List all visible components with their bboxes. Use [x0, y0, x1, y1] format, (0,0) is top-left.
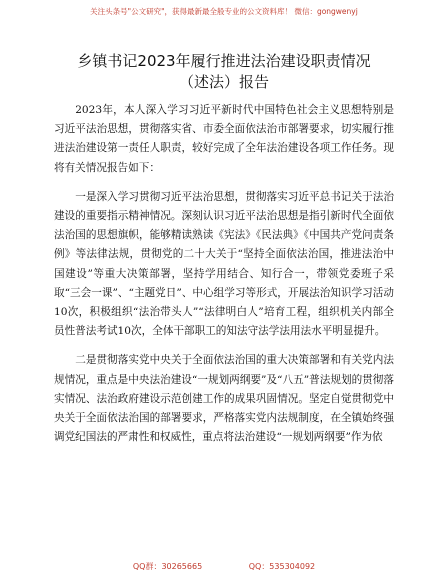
paragraph-intro: 2023年，本人深入学习习近平新时代中国特色社会主义思想特别是习近平法治思想，贯彻落实省、市委全面依法治市部署要求，切实履行推进法治建设第一责任人职责，较好完成了全年法治建设各项工作任务。现将有关情况报告如下： — [54, 104, 394, 174]
document-title-line-1: 乡镇书记2023年履行推进法治建设职责情况 — [77, 52, 371, 70]
document-title-line-2: （述法）报告 — [178, 73, 269, 91]
header-banner: 关注头条号"公文研究"，获得最新最全般专业的公文资料库！ 微信：gongwenyj — [90, 7, 358, 16]
footer-qq-group: QQ群：30265665 — [132, 562, 203, 571]
document-body — [54, 101, 394, 447]
paragraph-section-2: 二是贯彻落实党中央关于全面依法治国的重大决策部署和有关党内法规情况，重点是中央法治建设“一规划两纲要”及“八五”普法规划的贯彻落实情况、法治政府建设示范创建工作的成果巩固情况。坚定自觉贯彻党中央关于全面依法治国的部署要求，严格落实党内法规制度，在全镇始终强调党纪国法的严肃性和权威性，重点将法治建设“一规划两纲要”作为依 — [54, 354, 394, 444]
paragraph-section-1: 一是深入学习贯彻习近平法治思想，贯彻落实习近平总书记关于法治建设的重要指示精神情况。深刻认识习近平法治思想是指引新时代全面依法治国的思想旗帜，能够精读熟读《宪法》《民法典》《中国共产党问责条例》等法律法规，贯彻党的二十大关于“坚持全面依法治国，推进法治中国建设”等重大决策部署，坚持学用结合、知行合一，带领党委班子采取“三会一课”、“主题党日”、中心组学习等形式，开展法治知识学习活动10次，积极组织“法治带头人”“法律明白人”培育工程，组织机关内部全员性普法考试10次，全体干部职工的知法守法学法用法水平明显提升。 — [54, 190, 394, 338]
footer-contact — [0, 561, 448, 572]
footer-qq: QQ：535304092 — [248, 562, 316, 571]
